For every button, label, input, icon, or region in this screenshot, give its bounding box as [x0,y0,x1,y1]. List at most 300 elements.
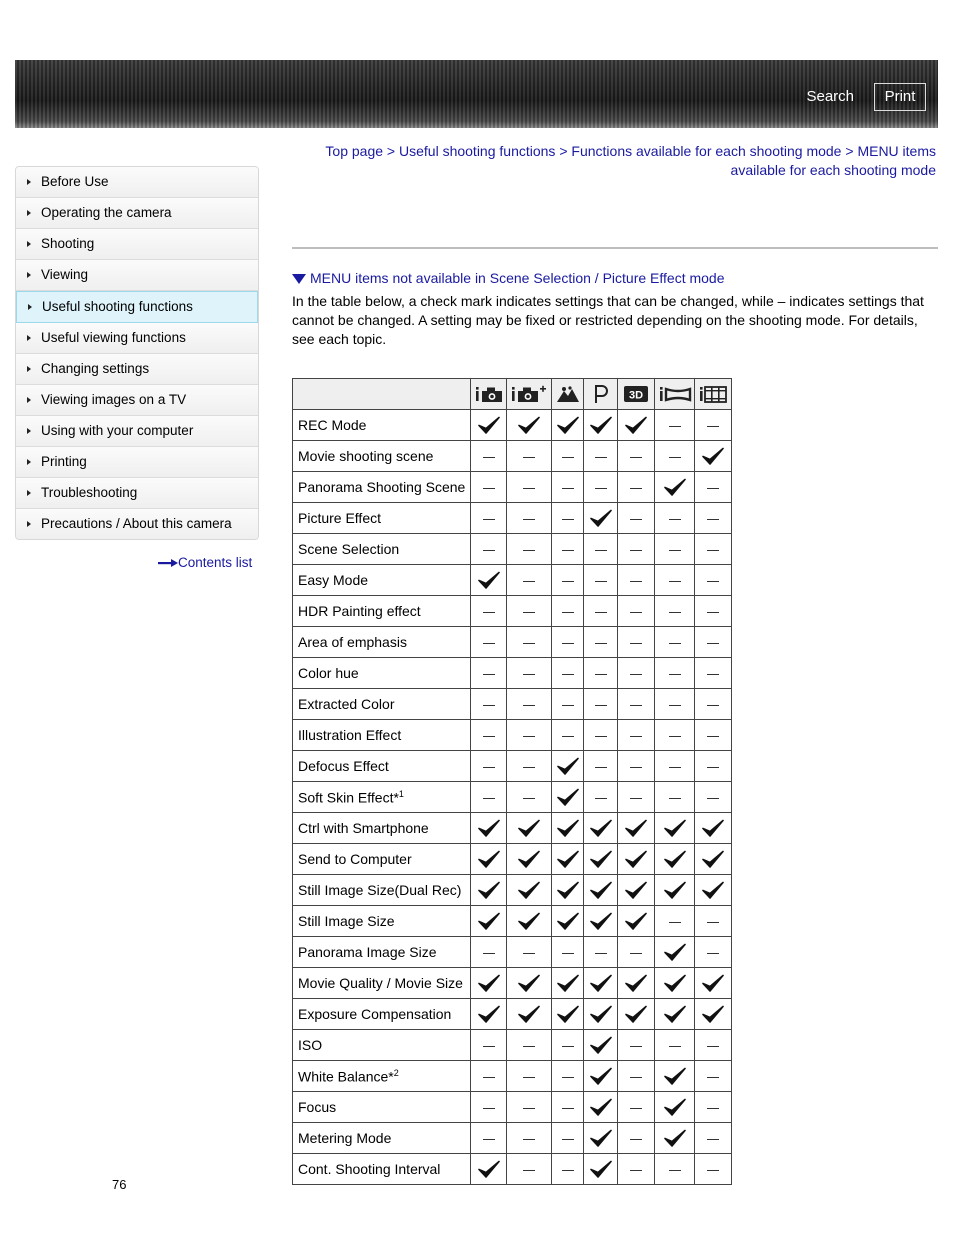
check-cell [552,782,584,813]
divider [292,247,938,249]
sidebar-item-label[interactable]: Precautions / About this camera [41,516,232,531]
check-cell [584,1154,618,1185]
col-movie-mode [695,379,732,410]
sidebar-item[interactable] [16,416,258,447]
dash-mark [595,612,607,614]
dash-cell [552,441,584,472]
dash-cell [584,534,618,565]
check-icon [625,881,647,900]
check-icon [590,850,612,869]
check-icon [557,850,579,869]
dash-mark [595,550,607,552]
section-title[interactable] [292,270,725,286]
sidebar-item-label[interactable]: Printing [41,454,87,469]
sidebar-item[interactable] [16,447,258,478]
dash-cell [695,1154,732,1185]
dash-mark [483,705,495,707]
row-label-cell [293,689,471,720]
dash-cell [552,503,584,534]
dash-cell [618,782,655,813]
dash-cell [618,565,655,596]
check-cell [695,968,732,999]
dash-cell [507,503,552,534]
contents-list-label[interactable]: Contents list [178,555,253,570]
dash-cell [618,1030,655,1061]
table-row [293,627,732,658]
check-cell [584,1061,618,1092]
dash-mark [562,519,574,521]
sidebar-item[interactable] [16,260,258,291]
dash-cell [695,937,732,968]
row-label-cell [293,1154,471,1185]
dash-cell [655,596,695,627]
breadcrumb-link[interactable]: Useful shooting functions [399,143,556,159]
dash-mark [523,519,535,521]
check-cell [655,813,695,844]
check-cell [655,844,695,875]
dash-mark [669,457,681,459]
dash-cell [655,627,695,658]
dash-cell [584,596,618,627]
row-label-cell [293,1030,471,1061]
dash-cell [552,1154,584,1185]
dash-mark [630,767,642,769]
breadcrumb-separator: > [841,143,858,159]
dash-mark [707,922,719,924]
dash-mark [562,674,574,676]
dash-mark [562,612,574,614]
check-icon [664,1005,686,1024]
caret-right-icon [27,179,31,185]
dash-cell [507,596,552,627]
dash-cell [695,410,732,441]
check-cell [471,875,507,906]
dash-mark [562,1046,574,1048]
dash-cell [695,627,732,658]
dash-mark [562,550,574,552]
section-title-text[interactable]: MENU items not available in Scene Selection / Picture Effect mode [310,270,725,286]
check-icon [625,1005,647,1024]
table-row [293,782,732,813]
dash-cell [655,658,695,689]
superior-auto-icon [510,385,548,403]
check-cell [507,999,552,1030]
row-label-cell [293,937,471,968]
dash-mark [669,674,681,676]
dash-mark [630,1139,642,1141]
sidebar-item-label[interactable]: Operating the camera [41,205,172,220]
sidebar-item-label[interactable]: Changing settings [41,361,150,376]
dash-mark [669,705,681,707]
sidebar-item[interactable] [16,385,258,416]
check-cell [584,1030,618,1061]
dash-mark [669,643,681,645]
dash-cell [618,1092,655,1123]
dash-cell [655,751,695,782]
dash-mark [630,612,642,614]
breadcrumb [292,142,936,180]
check-cell [618,410,655,441]
dash-cell [552,1123,584,1154]
check-cell [695,875,732,906]
intelligent-auto-icon [474,385,504,403]
check-icon [518,416,540,435]
function-table [292,378,732,1185]
check-cell [507,968,552,999]
check-icon [478,850,500,869]
col-scene-selection [552,379,584,410]
dash-mark [707,1170,719,1172]
dash-mark [669,550,681,552]
dash-mark [707,674,719,676]
check-cell [584,410,618,441]
dash-mark [669,581,681,583]
breadcrumb-link[interactable]: Functions available for each shooting mode [571,143,842,159]
dash-mark [669,519,681,521]
sidebar-item[interactable] [16,229,258,260]
sidebar-item[interactable] [16,509,258,539]
dash-cell [695,565,732,596]
table-row [293,658,732,689]
dash-cell [471,627,507,658]
row-label: Extracted Color [298,696,395,712]
dash-mark [483,767,495,769]
dash-cell [507,534,552,565]
sidebar-item-label[interactable]: Useful viewing functions [41,330,186,345]
dash-cell [552,1030,584,1061]
dash-cell [695,906,732,937]
table-row [293,751,732,782]
dash-cell [618,751,655,782]
dash-cell [695,472,732,503]
dash-mark [562,643,574,645]
table-row [293,410,732,441]
dash-mark [630,1046,642,1048]
footnote-marker: 1 [398,788,404,799]
dash-mark [669,922,681,924]
check-cell [471,410,507,441]
dash-cell [655,1154,695,1185]
check-icon [590,881,612,900]
dash-mark [523,1046,535,1048]
col-3d [618,379,655,410]
check-icon [590,509,612,528]
table-row [293,1123,732,1154]
dash-mark [707,705,719,707]
check-cell [584,844,618,875]
dash-cell [507,627,552,658]
dash-mark [523,488,535,490]
dash-cell [618,503,655,534]
row-label-cell [293,410,471,441]
dash-cell [471,472,507,503]
dash-mark [707,519,719,521]
footnote-marker: 2 [393,1067,399,1078]
dash-cell [655,534,695,565]
dash-cell [655,720,695,751]
caret-right-icon [28,304,32,310]
dash-mark [595,798,607,800]
dash-mark [630,550,642,552]
dash-cell [618,472,655,503]
sidebar-item-label[interactable]: Using with your computer [41,423,194,438]
dash-cell [552,627,584,658]
caret-right-icon [27,521,31,527]
check-icon [557,757,579,776]
table-row [293,596,732,627]
dash-cell [695,596,732,627]
dash-cell [584,658,618,689]
check-cell [471,844,507,875]
dash-cell [655,565,695,596]
check-icon [518,1005,540,1024]
dash-mark [630,1170,642,1172]
check-cell [584,906,618,937]
check-icon [478,819,500,838]
dash-mark [595,705,607,707]
row-label-cell [293,565,471,596]
row-label-cell [293,1123,471,1154]
sidebar-item[interactable] [16,354,258,385]
check-icon [518,881,540,900]
check-cell [655,999,695,1030]
sidebar-item[interactable] [16,323,258,354]
dash-cell [584,937,618,968]
row-label-cell [293,1092,471,1123]
check-icon [664,819,686,838]
dash-cell [618,441,655,472]
check-cell [695,844,732,875]
row-label: Panorama Image Size [298,944,437,960]
row-label: Send to Computer [298,851,412,867]
table-row [293,1154,732,1185]
search-button[interactable]: Search [806,88,854,105]
check-icon [518,819,540,838]
check-cell [655,472,695,503]
dash-mark [483,643,495,645]
dash-cell [655,782,695,813]
page-number: 76 [112,1177,127,1192]
row-label: ISO [298,1037,323,1053]
table-row [293,999,732,1030]
caret-right-icon [27,397,31,403]
check-icon [590,1005,612,1024]
row-label: REC Mode [298,417,367,433]
row-label-cell [293,999,471,1030]
dash-mark [595,736,607,738]
check-icon [590,1067,612,1086]
breadcrumb-separator: > [383,143,399,159]
dash-cell [618,1123,655,1154]
row-label-cell [293,503,471,534]
row-label-cell [293,627,471,658]
check-icon [625,850,647,869]
check-icon [590,912,612,931]
sidebar-item[interactable] [16,291,258,323]
check-cell [552,875,584,906]
row-label: Still Image Size(Dual Rec) [298,882,462,898]
dash-cell [618,627,655,658]
dash-mark [523,1170,535,1172]
caret-right-icon [27,490,31,496]
row-label: Scene Selection [298,541,400,557]
dash-mark [483,1139,495,1141]
check-cell [507,844,552,875]
sidebar-item-label[interactable]: Shooting [41,236,95,251]
dash-cell [618,596,655,627]
check-icon [590,1036,612,1055]
dash-mark [707,612,719,614]
col-intelligent-auto [471,379,507,410]
dash-cell [471,534,507,565]
row-label-cell [293,472,471,503]
check-cell [695,999,732,1030]
check-cell [552,813,584,844]
dash-cell [655,1030,695,1061]
print-button[interactable]: Print [874,83,926,111]
check-icon [664,943,686,962]
dash-cell [618,689,655,720]
check-cell [471,968,507,999]
row-label-cell [293,441,471,472]
dash-cell [552,565,584,596]
row-label: Defocus Effect [298,758,389,774]
row-label: Movie Quality / Movie Size [298,975,463,991]
dash-mark [707,767,719,769]
dash-cell [471,782,507,813]
dash-mark [523,1139,535,1141]
dash-mark [707,550,719,552]
dash-cell [584,782,618,813]
table-row [293,1092,732,1123]
dash-mark [669,1170,681,1172]
check-cell [584,1092,618,1123]
dash-mark [523,1108,535,1110]
table-row [293,472,732,503]
breadcrumb-link[interactable]: Top page [325,143,384,159]
check-cell [507,875,552,906]
dash-cell [507,1061,552,1092]
sidebar-item-label[interactable]: Before Use [41,174,109,189]
row-label: Movie shooting scene [298,448,434,464]
sweep-panorama-icon [658,385,692,403]
breadcrumb-link[interactable]: MENU items available for each shooting mode [730,143,936,178]
row-label-cell [293,782,471,813]
sidebar-item-label[interactable]: Viewing [41,267,89,282]
dash-mark [523,798,535,800]
dash-cell [507,1154,552,1185]
dash-mark [483,1046,495,1048]
dash-mark [562,1170,574,1172]
check-cell [552,844,584,875]
table-row [293,813,732,844]
dash-cell [695,782,732,813]
sidebar-item[interactable] [16,167,258,198]
dash-mark [595,643,607,645]
dash-cell [584,441,618,472]
dash-cell [618,658,655,689]
sidebar-item[interactable] [16,478,258,509]
check-cell [552,906,584,937]
check-cell [584,503,618,534]
dash-mark [707,488,719,490]
check-icon [702,881,724,900]
table-row [293,906,732,937]
dash-cell [471,1092,507,1123]
check-cell [618,813,655,844]
table-row [293,968,732,999]
check-cell [655,1092,695,1123]
row-label-cell [293,534,471,565]
dash-cell [655,689,695,720]
check-icon [478,974,500,993]
check-cell [471,906,507,937]
dash-mark [483,798,495,800]
table-row [293,937,732,968]
check-icon [557,819,579,838]
dash-mark [707,1139,719,1141]
check-icon [590,1129,612,1148]
dash-mark [630,1077,642,1079]
dash-cell [471,720,507,751]
sidebar-item-label[interactable]: Troubleshooting [41,485,138,500]
check-cell [584,813,618,844]
sidebar-nav [15,166,259,540]
movie-mode-icon [698,385,728,403]
header-bar [15,60,938,128]
dash-mark [707,798,719,800]
dash-cell [584,751,618,782]
triangle-down-icon [292,274,306,284]
dash-cell [695,1092,732,1123]
svg-text:3D: 3D [628,389,644,402]
row-label: Focus [298,1099,337,1115]
dash-cell [618,937,655,968]
dash-cell [507,472,552,503]
dash-mark [483,1077,495,1079]
dash-mark [669,767,681,769]
check-icon [590,974,612,993]
check-icon [625,912,647,931]
check-icon [664,850,686,869]
check-cell [584,1123,618,1154]
dash-cell [695,503,732,534]
dash-cell [695,1123,732,1154]
dash-cell [584,565,618,596]
sidebar-item-label[interactable]: Viewing images on a TV [41,392,187,407]
dash-mark [483,488,495,490]
sidebar-item-label[interactable]: Useful shooting functions [42,299,193,314]
dash-mark [630,488,642,490]
dash-mark [707,1108,719,1110]
sidebar-item[interactable] [16,198,258,229]
dash-cell [618,720,655,751]
dash-mark [562,953,574,955]
dash-cell [584,720,618,751]
dash-mark [523,550,535,552]
dash-cell [471,1123,507,1154]
dash-mark [483,736,495,738]
check-icon [702,819,724,838]
dash-cell [552,689,584,720]
row-label: HDR Painting effect [298,603,421,619]
col-superior-auto [507,379,552,410]
table-row [293,689,732,720]
row-label: Panorama Shooting Scene [298,479,466,495]
contents-list-link[interactable] [158,555,252,570]
check-cell [618,906,655,937]
check-icon [590,416,612,435]
